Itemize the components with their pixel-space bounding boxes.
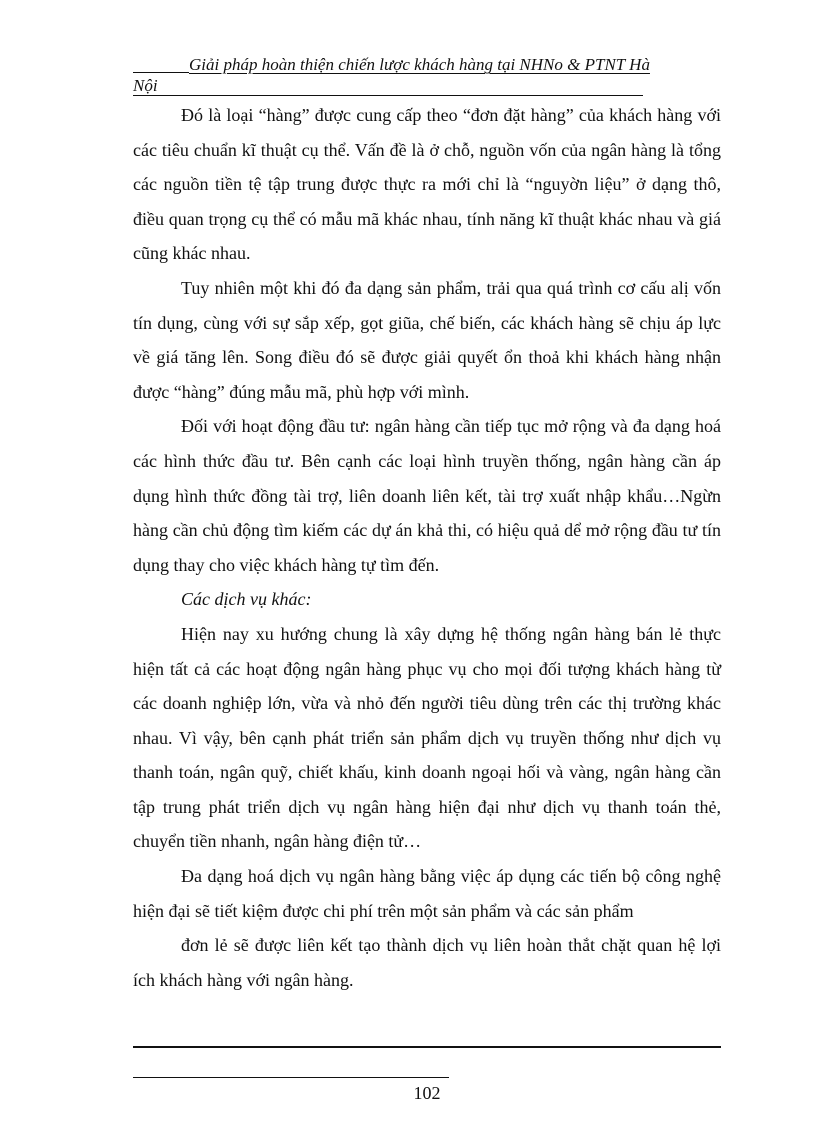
footnote-separator bbox=[133, 1077, 449, 1078]
paragraph: Hiện nay xu hướng chung là xây dựng hệ thống ngân hàng bán lẻ thực hiện tất cả các hoạt động ngân hàng phục vụ cho mọi đối tượng khách hàng từ các doanh nghiệp lớn, vừa và nhỏ đến người tiêu dùng trên các thị trường khác nhau. Vì vậy, bên cạnh phát triển sản phẩm dịch vụ truyền thống như dịch vụ thanh toán, ngân quỹ, chiết khấu, kinh doanh ngoại hối và vàng, ngân hàng cần tập trung phát triển dịch vụ ngân hàng hiện đại như dịch vụ thanh toán thẻ, chuyển tiền nhanh, ngân hàng điện tử… bbox=[133, 623, 721, 852]
paragraph: Đa dạng hoá dịch vụ ngân hàng bằng việc áp dụng các tiến bộ công nghệ hiện đại sẽ tiết kiệm được chi phí trên một sản phẩm và các sản phẩm bbox=[133, 866, 721, 921]
footer-rule bbox=[133, 1046, 721, 1048]
header-title-line1: Giải pháp hoàn thiện chiến lược khách hàng tại NHNo & PTNT Hà bbox=[189, 55, 650, 74]
paragraph: Đối với hoạt động đầu tư: ngân hàng cần tiếp tục mở rộng và đa dạng hoá các hình thức đầu tư. Bên cạnh các loại hình truyền thống, ngân hàng cần áp dụng hình thức đồng tài trợ, liên doanh liên kết, tài trợ xuất nhập khẩu…Ngừn hàng cần chủ động tìm kiếm các dự án khả thi, có hiệu quả dể mở rộng đầu tư tín dụng thay cho việc khách hàng tự tìm đến. bbox=[133, 416, 721, 575]
body-text bbox=[133, 98, 721, 997]
header-indent bbox=[133, 72, 189, 73]
paragraph: đơn lẻ sẽ được liên kết tạo thành dịch vụ liên hoàn thắt chặt quan hệ lợi ích khách hàng với ngân hàng. bbox=[133, 935, 721, 990]
header-title-line2: Nội bbox=[133, 76, 158, 95]
running-header bbox=[133, 54, 717, 76]
paragraph: Đó là loại “hàng” được cung cấp theo “đơn đặt hàng” của khách hàng với các tiêu chuẩn kĩ thuật cụ thể. Vấn đề là ở chỗ, nguồn vốn của ngân hàng là tổng các nguồn tiền tệ tập trung được thực ra mới chỉ là “nguyờn liệu” ở dạng thô, điều quan trọng cụ thể có mẫu mã khác nhau, tính năng kĩ thuật khác nhau và giá cũng khác nhau. bbox=[133, 105, 721, 264]
page-number: 102 bbox=[413, 1083, 441, 1103]
section-subheading: Các dịch vụ khác: bbox=[181, 589, 312, 610]
paragraph: Tuy nhiên một khi đó đa dạng sản phẩm, trải qua quá trình cơ cấu alị vốn tín dụng, cùng với sự sắp xếp, gọt giũa, chế biến, các khách hàng sẽ chịu áp lực về giá tăng lên. Song điều đó sẽ được giải quyết ổn thoả khi khách hàng nhận được “hàng” đúng mẫu mã, phù hợp với mình. bbox=[133, 277, 721, 402]
running-header-continued bbox=[133, 76, 643, 96]
